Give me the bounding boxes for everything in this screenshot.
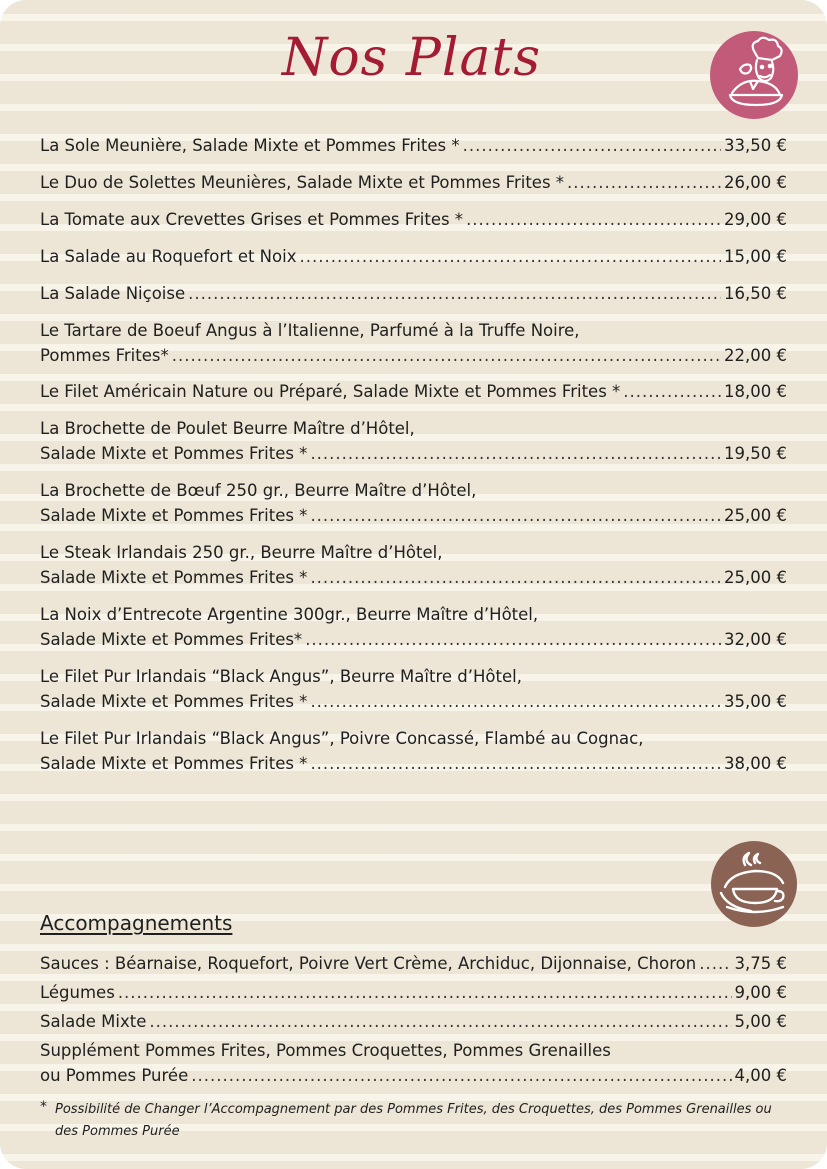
item-price: 15,00 €	[724, 247, 787, 266]
item-name-line: La Brochette de Bœuf 250 gr., Beurre Maître d’Hôtel,	[40, 481, 477, 500]
item-name: Le Duo de Solettes Meunières, Salade Mixte et Pommes Frites *	[40, 173, 565, 192]
dot-leader	[305, 627, 721, 652]
dot-leader	[191, 1063, 731, 1088]
item-name: Salade Mixte et Pommes Frites *	[40, 444, 308, 463]
item-price: 26,00 €	[724, 173, 787, 192]
dish-item	[40, 540, 787, 590]
dot-leader	[699, 951, 731, 976]
side-item	[40, 980, 787, 1005]
chef-icon	[710, 31, 798, 119]
dot-leader	[118, 980, 732, 1005]
item-price: 9,00 €	[734, 983, 787, 1002]
dish-item	[40, 416, 787, 466]
item-name-line: Le Filet Pur Irlandais “Black Angus”, Poivre Concassé, Flambé au Cognac,	[40, 729, 644, 748]
dot-leader	[149, 1009, 731, 1034]
side-item	[40, 1009, 787, 1034]
item-name: Salade Mixte et Pommes Frites *	[40, 754, 308, 773]
item-name: Légumes	[40, 983, 115, 1002]
item-name-line: Le Tartare de Boeuf Angus à l’Italienne, Parfumé à la Truffe Noire,	[40, 321, 580, 340]
dot-leader	[299, 244, 721, 269]
item-price: 29,00 €	[724, 210, 787, 229]
dish-item	[40, 478, 787, 528]
side-item	[40, 951, 787, 976]
dot-leader	[623, 379, 721, 404]
item-name: La Tomate aux Crevettes Grises et Pommes Frites *	[40, 210, 464, 229]
item-name: Salade Mixte et Pommes Frites*	[40, 630, 303, 649]
dot-leader	[310, 565, 721, 590]
item-name: La Salade Niçoise	[40, 284, 186, 303]
dot-leader	[310, 751, 721, 776]
dish-item	[40, 244, 787, 269]
item-name: Salade Mixte et Pommes Frites *	[40, 568, 308, 587]
item-price: 38,00 €	[724, 754, 787, 773]
item-price: 32,00 €	[724, 630, 787, 649]
item-name-line: Le Filet Pur Irlandais “Black Angus”, Beurre Maître d’Hôtel,	[40, 667, 522, 686]
dish-item	[40, 318, 787, 368]
item-name-line: La Noix d’Entrecote Argentine 300gr., Beurre Maître d’Hôtel,	[40, 605, 539, 624]
item-price: 18,00 €	[724, 382, 787, 401]
item-name: Pommes Frites*	[40, 346, 169, 365]
item-name: Le Filet Américain Nature ou Préparé, Salade Mixte et Pommes Frites *	[40, 382, 621, 401]
dot-leader	[567, 170, 721, 195]
item-price: 3,75 €	[734, 954, 787, 973]
item-name: La Salade au Roquefort et Noix	[40, 247, 297, 266]
footnote	[40, 1099, 790, 1143]
dish-item	[40, 602, 787, 652]
item-name: La Sole Meunière, Salade Mixte et Pommes Frites *	[40, 136, 460, 155]
item-name: Salade Mixte et Pommes Frites *	[40, 506, 308, 525]
dot-leader	[310, 441, 721, 466]
dish-item	[40, 207, 787, 232]
dish-item	[40, 726, 787, 776]
dot-leader	[310, 503, 721, 528]
accompagnements-heading: Accompagnements	[40, 911, 233, 935]
item-price: 4,00 €	[734, 1066, 787, 1085]
dot-leader	[172, 343, 721, 368]
item-price: 19,50 €	[724, 444, 787, 463]
item-name-line: Supplément Pommes Frites, Pommes Croquettes, Pommes Grenailles	[40, 1041, 611, 1060]
item-price: 25,00 €	[724, 568, 787, 587]
item-price: 25,00 €	[724, 506, 787, 525]
dish-item	[40, 133, 787, 158]
item-name-line: La Brochette de Poulet Beurre Maître d’Hôtel,	[40, 419, 415, 438]
item-price: 22,00 €	[724, 346, 787, 365]
dot-leader	[466, 207, 721, 232]
dish-item	[40, 664, 787, 714]
item-name: Sauces : Béarnaise, Roquefort, Poivre Vert Crème, Archiduc, Dijonnaise, Choron	[40, 954, 697, 973]
footnote-text: Possibilité de Changer l’Accompagnement par des Pommes Frites, des Croquettes, des Pommes Grenailles ou des Pommes Purée	[55, 1102, 772, 1139]
page-title: Nos Plats	[281, 28, 542, 88]
dish-item	[40, 379, 787, 404]
item-price: 35,00 €	[724, 692, 787, 711]
item-name: Salade Mixte et Pommes Frites *	[40, 692, 308, 711]
item-price: 33,50 €	[724, 136, 787, 155]
dot-leader	[188, 281, 721, 306]
side-item	[40, 1038, 787, 1088]
item-name: Salade Mixte	[40, 1012, 147, 1031]
item-name: ou Pommes Purée	[40, 1066, 189, 1085]
footnote-marker: *	[40, 1099, 47, 1115]
dish-item	[40, 281, 787, 306]
item-name-line: Le Steak Irlandais 250 gr., Beurre Maître d’Hôtel,	[40, 543, 443, 562]
dot-leader	[310, 689, 721, 714]
coffee-cup-icon	[711, 841, 797, 927]
dot-leader	[463, 133, 721, 158]
dish-item	[40, 170, 787, 195]
item-price: 16,50 €	[724, 284, 787, 303]
item-price: 5,00 €	[734, 1012, 787, 1031]
